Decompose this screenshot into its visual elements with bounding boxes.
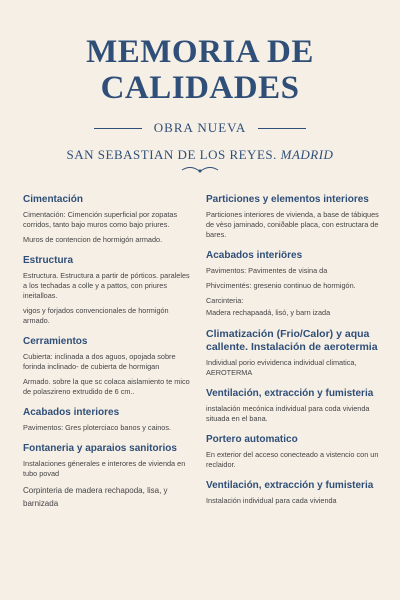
section-text: Particiones interiores de vivienda, a base de tábiques de vèso jaminado, coniðable placa, con estructara de bares. [206,210,379,239]
section-text: Cubierta: inclinada a dos aguos, opojada sobre forinda inclinado- de cubierta de hormigan [23,352,176,371]
section-particiones [206,194,382,240]
title-line-2: CALIDADES [100,70,300,106]
city-text: MADRID [280,147,334,162]
section-heading: Particiones y elementos interiores [206,194,369,205]
section-fontaneria [23,443,195,510]
section-text: Carcinteria: [206,296,244,305]
section-text: Corpinteria de madera rechapoda, lisa, y barnizada [23,486,168,508]
section-portero [206,434,382,470]
section-text: vigos y forjados convencionales de hormigón armado. [23,306,169,325]
section-climatizacion [206,328,382,378]
section-heading: Climatización (Frio/Calor) y aqua callente. Instalación de aerotermia [206,328,378,353]
section-cimentacion [23,194,195,245]
section-text: Instalación individual para cada vivienda [206,496,337,505]
left-column [23,194,195,520]
section-text: En exterior del acceso conecteado a vistencio con un reclaidor. [206,450,379,469]
section-estructura [23,255,195,326]
page-title [0,34,400,106]
section-heading: Cimentación [23,194,84,205]
section-heading: Ventilación, extracción y fumisteria [206,388,374,399]
section-heading: Acabados interiöres [206,250,303,261]
section-text: Pavimentos: Pavimentes de visina da [206,266,328,275]
right-column [206,194,382,516]
section-cerramientos [23,336,195,397]
divider-right [258,128,306,129]
location-line [0,147,400,163]
section-text: Madera rechapaadá, lisó, y barn izada [206,308,331,317]
ornament-icon [0,165,400,175]
section-text: Muros de contencion de hormigón armado. [23,235,163,244]
section-text: Phivcimentés: gresenio continuo de hormigón. [206,281,356,290]
subtitle-row [0,120,400,136]
section-text: Instalaciones génerales e interores de vivienda en tubo povad [23,459,186,478]
section-heading: Ventilación, extracción y fumisteria [206,480,374,491]
location-text: SAN SEBASTIAN DE LOS REYES. [66,147,277,162]
section-text: Armado. sobre la que sc colaca aislamiento te mico de polaszireno extrudido de 6 cm.. [23,377,190,396]
title-line-1: MEMORIA DE [86,34,314,70]
section-text: Estructura. Estructura a partir de pórticos. paraleles a los techadas a colle y a pattos, con priures ineitalloas. [23,271,190,300]
section-text: Pavimentos: Gres ploterciaco banos y cainos. [23,423,172,432]
section-acabados-interiores-right [206,250,382,318]
divider-left [94,128,142,129]
section-ventilacion [206,388,382,424]
section-text: Cimentación: Cimención superficial por zopatas corridos, tanto bajo muros como bajo priures. [23,210,178,229]
section-heading: Fontaneria y aparaios sanitorios [23,443,177,454]
section-heading: Acabados interiores [23,407,120,418]
section-ventilacion-2 [206,480,382,506]
section-heading: Estructura [23,255,74,266]
section-heading: Portero automatico [206,434,298,445]
section-text: Individual porio evividenca individual climatica, AEROTERMA [206,358,357,377]
subtitle: OBRA NUEVA [153,120,247,135]
section-text: instalación mecónica individual para coda vivienda situada en el bana. [206,404,370,423]
section-heading: Cerramientos [23,336,88,347]
section-acabados-interiores [23,407,195,433]
